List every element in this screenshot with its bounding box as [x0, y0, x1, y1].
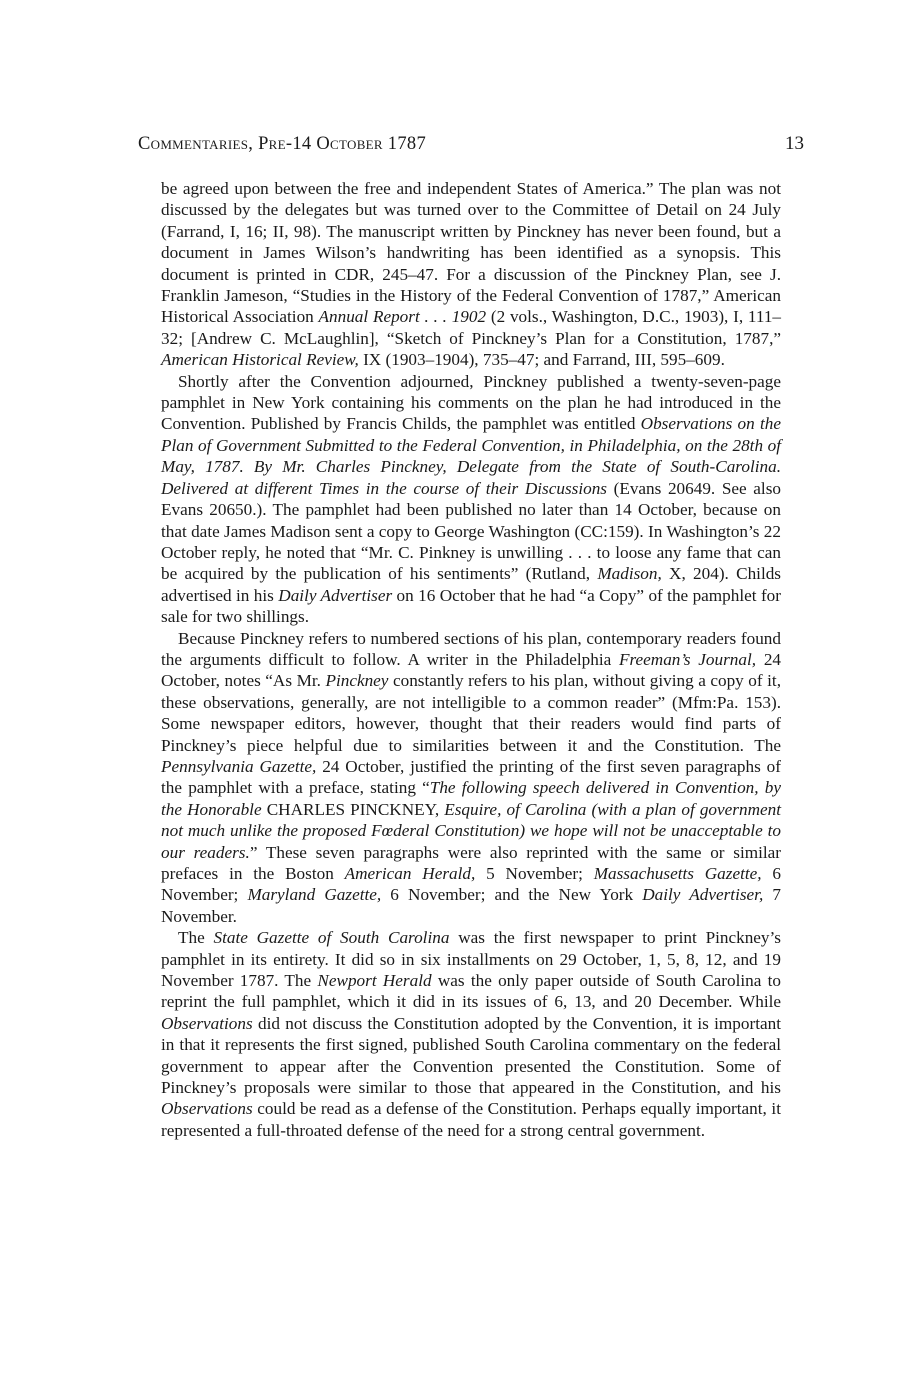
italic-run: Maryland Gazette,: [247, 885, 382, 905]
text-run: IX (1903–1904), 735–47; and Farrand, III, 595–609.: [358, 350, 725, 370]
text-run: could be read as a defense of the Constitution. Perhaps equally important, it represented a full-throated defense of the need for a strong central government.: [161, 1099, 781, 1140]
running-head: [138, 130, 804, 158]
text-run: 6 November; and the New York: [381, 885, 643, 905]
italic-run: Observations: [161, 1013, 253, 1033]
running-title: Commentaries, Pre-14 October 1787: [138, 134, 427, 154]
text-run: (2 vols., Washington, D.C., 1903), I, 111–32; [Andrew C. McLaughlin], “Sketch of Pinckney’s Plan for a Constitution, 1787,”: [161, 307, 782, 348]
text-run: 5 November;: [475, 864, 594, 883]
text-run: 24 October, notes “As Mr.: [161, 649, 782, 691]
text-run: X, 204). Childs advertised in his: [161, 564, 781, 605]
text-run: on 16 October that he had “a Copy” of the pamphlet for sale for two shillings.: [161, 585, 781, 627]
italic-run: Annual Report . . . 1902: [318, 307, 487, 327]
italic-run: Pinckney: [325, 671, 389, 691]
italic-run: Esquire, of Carolina (with a plan of government not much unlike the proposed Fœderal Constitution) we hope will not be unacceptable to our readers.: [161, 799, 781, 862]
italic-run: State Gazette of South Carolina: [213, 928, 450, 948]
italic-run: Observations on the Plan of Government Submitted to the Federal Convention, in Philadelphia, on the 28th of May, 1787. By Mr. Charles Pinckney, Delegate from the State of South-Carolina. Delivered at different Times in the course of their Discussions: [161, 414, 781, 498]
paragraph: [161, 178, 781, 371]
text-run: was the first newspaper to print Pinckney’s pamphlet in its entirety. It did so in six installments on 29 October, 1, 5, 8, 12, and 19 November 1787. The: [161, 928, 781, 991]
text-run: be agreed upon between the free and independent States of America.” The plan was not discussed by the delegates but was turned over to the Committee of Detail on 24 July (Farrand, I, 16; II, 98). The manuscript written by Pinckney has never been found, but a document in James Wilson’s handwriting has been identified as a synopsis. This document is printed in CDR, 245–47. For a discussion of the Pinckney Plan, see J. Franklin Jameson, “Studies in the History of the Federal Convention of 1787,” American Historical Association: [161, 179, 781, 327]
text-run: was the only paper outside of South Carolina to reprint the full pamphlet, which it did in its issues of 6, 13, and 20 December. While: [161, 971, 781, 1012]
italic-run: Newport Herald: [317, 971, 432, 991]
paragraph: [161, 927, 781, 1141]
body-text: [161, 178, 781, 1141]
text-run: Because Pinckney refers to numbered sections of his plan, contemporary readers found the arguments difficult to follow. A writer in the Philadelphia: [161, 628, 781, 669]
text-run: constantly refers to his plan, without giving a copy of it, these observations, generally, are not intelligible to a common reader” (Mfm:Pa. 153). Some newspaper editors, however, thought that their readers would find parts of Pinckney’s piece helpful due to similarities between it and the Constitution. The: [161, 671, 781, 755]
italic-run: The following speech delivered in Convention, by the Honorable: [161, 778, 781, 819]
italic-run: Pennsylvania Gazette,: [161, 756, 317, 776]
italic-run: Madison,: [597, 564, 662, 584]
page-number: 13: [785, 133, 804, 154]
italic-run: Massachusetts Gazette,: [593, 864, 762, 883]
text-run: Shortly after the Convention adjourned, Pinckney published a twenty-seven-page pamphlet in New York containing his comments on the plan he had introduced in the Convention. Published by Francis Childs, the pamphlet was entitled: [161, 371, 781, 434]
italic-run: Daily Advertiser,: [642, 885, 764, 905]
text-run: ” These seven paragraphs were also reprinted with the same or similar prefaces in the Boston: [161, 842, 782, 883]
text-run: 7 November.: [161, 885, 781, 926]
text-run: 6 November;: [161, 864, 781, 905]
italic-run: Observations: [161, 1099, 253, 1119]
text-run: did not discuss the Constitution adopted by the Convention, it is important in that it represents the first signed, published South Carolina commentary on the federal government to appear after the Convention presented the Constitution. Some of Pinckney’s proposals were similar to those that appeared in the Constitution, and his: [161, 1013, 781, 1098]
paragraph: [161, 371, 781, 628]
italic-run: American Historical Review,: [161, 350, 359, 370]
paragraph: [161, 628, 781, 928]
text-run: The: [178, 928, 214, 948]
text-run: 24 October, justified the printing of the first seven paragraphs of the pamphlet with a preface, stating “: [161, 756, 781, 798]
italic-run: Daily Advertiser: [278, 585, 393, 605]
text-run: (Evans 20649. See also Evans 20650.). The pamphlet had been published no later than 14 October, because on that date James Madison sent a copy to George Washington (CC:159). In Washington’s 22 October reply, he noted that “Mr. C. Pinkney is unwilling . . . to loose any fame that can be acquired by the publication of his sentiments” (Rutland,: [161, 478, 781, 584]
italic-run: Freeman’s Journal,: [618, 649, 757, 669]
text-run: CHARLES PINCKNEY,: [261, 799, 445, 819]
italic-run: American Herald,: [344, 864, 476, 883]
